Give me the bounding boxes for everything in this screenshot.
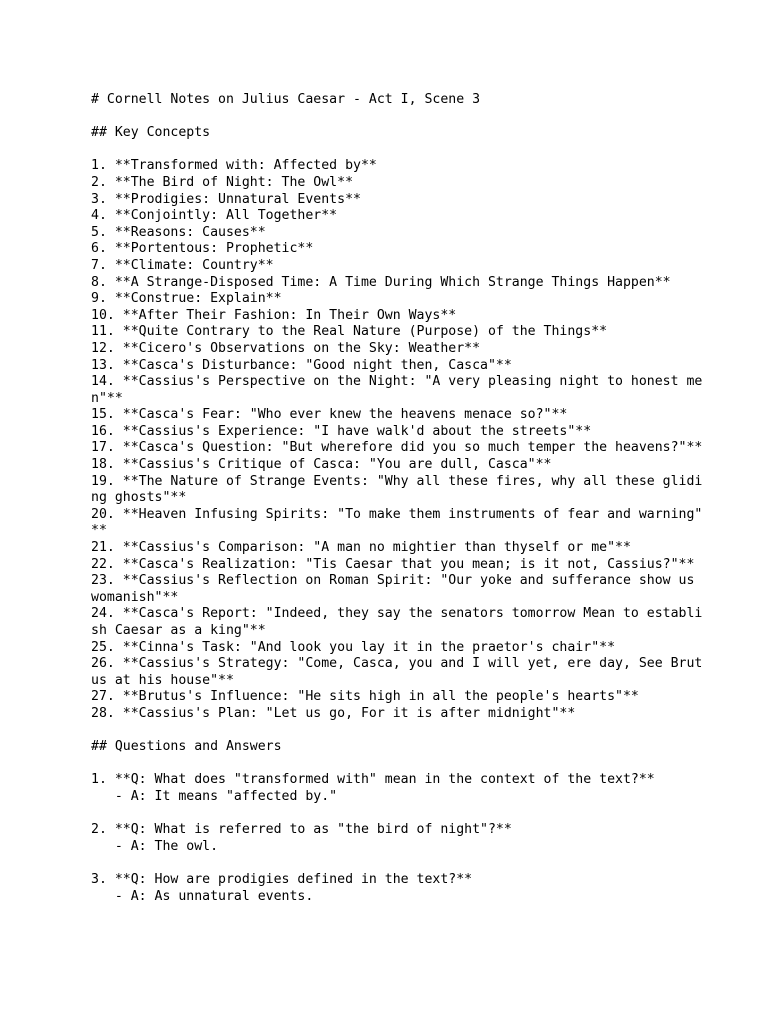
key-concept-line: 23. **Cassius's Reflection on Roman Spirit: "Our yoke and sufferance show us — [91, 573, 695, 589]
key-concept-line: 22. **Casca's Realization: "Tis Caesar that you mean; is it not, Cassius?"** — [91, 556, 695, 572]
key-concept-line: 4. **Conjointly: All Together** — [91, 208, 338, 224]
key-concept-line: ** — [91, 523, 107, 539]
key-concept-line: 6. **Portentous: Prophetic** — [91, 241, 314, 257]
key-concept-line: 5. **Reasons: Causes** — [91, 224, 266, 240]
blank-line — [91, 756, 691, 773]
blank-line — [91, 806, 691, 823]
blank-line — [91, 109, 691, 126]
key-concept-line: 13. **Casca's Disturbance: "Good night then, Casca"** — [91, 357, 512, 373]
document-body — [91, 92, 703, 905]
key-concept-line: 3. **Prodigies: Unnatural Events** — [91, 191, 361, 207]
key-concept-line: 2. **The Bird of Night: The Owl** — [91, 174, 354, 190]
blank-line — [91, 723, 691, 740]
key-concepts-heading: ## Key Concepts — [91, 125, 211, 141]
key-concept-line: 28. **Cassius's Plan: "Let us go, For it is after midnight"** — [91, 705, 576, 721]
key-concept-line: 12. **Cicero's Observations on the Sky: Weather** — [91, 340, 481, 356]
qa-heading: ## Questions and Answers — [91, 739, 282, 755]
key-concept-line: 21. **Cassius's Comparison: "A man no mightier than thyself or me"** — [91, 540, 631, 556]
key-concept-line: 18. **Cassius's Critique of Casca: "You are dull, Casca"** — [91, 457, 552, 473]
key-concept-line: 26. **Cassius's Strategy: "Come, Casca, you and I will yet, ere day, See Brut — [91, 656, 703, 672]
key-concept-line: 10. **After Their Fashion: In Their Own Ways** — [91, 307, 457, 323]
key-concept-line: n"** — [91, 390, 123, 406]
key-concept-line: 16. **Cassius's Experience: "I have walk'd about the streets"** — [91, 423, 592, 439]
key-concept-line: 17. **Casca's Question: "But wherefore did you so much temper the heavens?"** — [91, 440, 703, 456]
key-concept-line: 1. **Transformed with: Affected by** — [91, 158, 377, 174]
qa-item — [91, 822, 691, 872]
blank-line — [91, 142, 691, 159]
key-concepts-list — [91, 158, 703, 722]
key-concept-line: sh Caesar as a king"** — [91, 623, 266, 638]
question-line: 1. **Q: What does "transformed with" mean in the context of the text?** — [91, 772, 655, 788]
key-concept-line: 24. **Casca's Report: "Indeed, they say the senators tomorrow Mean to establi — [91, 606, 703, 622]
answer-line: - A: It means "affected by." — [91, 788, 338, 804]
key-concept-line: 25. **Cinna's Task: "And look you lay it in the praetor's chair"** — [91, 639, 616, 655]
key-concept-line: us at his house"** — [91, 672, 234, 688]
key-concept-line: 15. **Casca's Fear: "Who ever knew the heavens menace so?"** — [91, 407, 568, 423]
key-concept-line: 14. **Cassius's Perspective on the Night: "A very pleasing night to honest me — [91, 374, 703, 390]
answer-line: - A: The owl. — [91, 838, 219, 854]
key-concept-line: 19. **The Nature of Strange Events: "Why all these fires, why all these glidi — [91, 473, 703, 489]
qa-item — [91, 772, 691, 822]
key-concept-line: 27. **Brutus's Influence: "He sits high in all the people's hearts"** — [91, 689, 639, 705]
key-concept-line: ng ghosts"** — [91, 490, 187, 506]
key-concept-line: 8. **A Strange-Disposed Time: A Time During Which Strange Things Happen** — [91, 274, 671, 290]
key-concept-line: 20. **Heaven Infusing Spirits: "To make them instruments of fear and warning" — [91, 506, 703, 522]
key-concept-line: 9. **Construe: Explain** — [91, 291, 282, 307]
key-concept-line: 7. **Climate: Country** — [91, 257, 274, 273]
qa-item — [91, 872, 691, 905]
answer-line: - A: As unnatural events. — [91, 888, 314, 904]
question-line: 3. **Q: How are prodigies defined in the text?** — [91, 871, 473, 887]
key-concept-line: 11. **Quite Contrary to the Real Nature (Purpose) of the Things** — [91, 324, 608, 340]
document-title: # Cornell Notes on Julius Caesar - Act I, Scene 3 — [91, 92, 481, 107]
blank-line — [91, 855, 691, 872]
qa-list — [91, 772, 691, 905]
key-concept-line: womanish"** — [91, 589, 179, 605]
question-line: 2. **Q: What is referred to as "the bird of night"?** — [91, 822, 512, 838]
